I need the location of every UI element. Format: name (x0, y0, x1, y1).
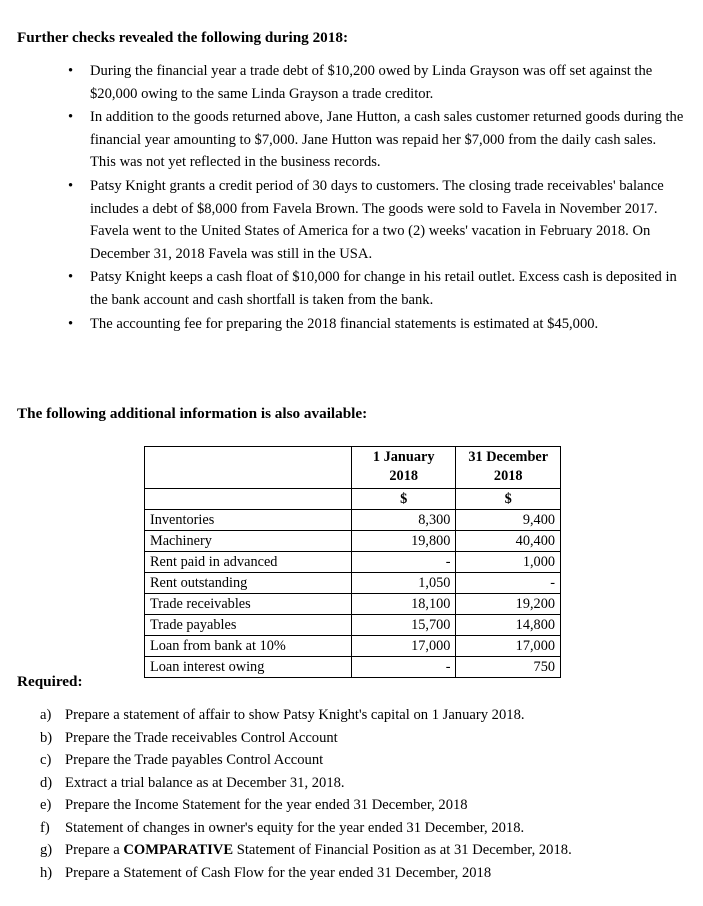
table-row (145, 573, 561, 594)
currency-symbol-december: $ (456, 489, 561, 510)
row-value-january: - (351, 657, 456, 678)
required-list (0, 704, 703, 884)
list-item-marker: f) (40, 819, 50, 836)
row-value-december: 9,400 (456, 510, 561, 531)
row-label: Trade payables (145, 615, 352, 636)
table-row (145, 552, 561, 573)
additional-information-heading: The following additional information is also available: (17, 405, 368, 422)
row-value-january: 1,050 (351, 573, 456, 594)
row-label: Trade receivables (145, 594, 352, 615)
column-header-january: 1 January 2018 (351, 447, 456, 489)
list-item (0, 772, 703, 795)
list-item (0, 794, 703, 817)
list-item-marker: a) (40, 707, 52, 723)
list-item (0, 862, 703, 885)
table-row (145, 510, 561, 531)
table-row (145, 594, 561, 615)
bullet-icon: • (68, 177, 74, 194)
list-item-text: Statement of changes in owner's equity for the year ended 31 December, 2018. (65, 819, 525, 836)
row-value-december: 750 (456, 657, 561, 678)
additional-information-table (144, 446, 561, 678)
list-item-text-before: Prepare a (65, 842, 124, 858)
further-checks-bullet-list (0, 60, 703, 336)
row-label: Loan from bank at 10% (145, 636, 352, 657)
row-value-january: 8,300 (351, 510, 456, 531)
row-value-december: 1,000 (456, 552, 561, 573)
list-item-text: Patsy Knight keeps a cash float of $10,000 for change in his retail outlet. Excess cash is deposited in the bank account and cash shortfall is taken from the bank. (90, 269, 677, 308)
list-item-text: Prepare the Trade payables Control Account (65, 752, 324, 768)
bullet-icon: • (68, 269, 74, 286)
table-row (145, 615, 561, 636)
row-label: Inventories (145, 510, 352, 531)
row-value-december: 14,800 (456, 615, 561, 636)
row-value-december: 19,200 (456, 594, 561, 615)
list-item (0, 817, 703, 840)
list-item (0, 106, 703, 174)
row-label: Machinery (145, 531, 352, 552)
row-value-december: - (456, 573, 561, 594)
list-item (0, 704, 703, 727)
table-currency-row (145, 489, 561, 510)
table-row (145, 657, 561, 678)
list-item-marker: d) (40, 774, 53, 791)
required-heading: Required: (17, 673, 83, 690)
list-item-emphasis: COMPARATIVE (123, 842, 234, 858)
list-item-text: Prepare a statement of affair to show Patsy Knight's capital on 1 January 2018. (65, 707, 525, 723)
row-label: Loan interest owing (145, 657, 352, 678)
list-item-marker: e) (40, 797, 52, 813)
list-item (0, 839, 703, 862)
row-value-january: 15,700 (351, 615, 456, 636)
table-corner-header (145, 447, 352, 489)
row-value-december: 40,400 (456, 531, 561, 552)
row-label: Rent paid in advanced (145, 552, 352, 573)
list-item (0, 749, 703, 772)
bullet-icon: • (68, 315, 74, 332)
list-item (0, 727, 703, 750)
list-item-text: Prepare a Statement of Cash Flow for the year ended 31 December, 2018 (65, 864, 492, 881)
list-item-marker: h) (40, 864, 53, 881)
bullet-icon: • (68, 63, 74, 79)
list-item (0, 175, 703, 265)
table-row (145, 636, 561, 657)
list-item-text: During the financial year a trade debt of $10,200 owed by Linda Grayson was off set against the $20,000 owing to the same Linda Grayson a trade creditor. (90, 63, 653, 102)
list-item (0, 60, 703, 105)
row-value-january: - (351, 552, 456, 573)
row-value-january: 19,800 (351, 531, 456, 552)
list-item (0, 313, 703, 336)
list-item-text: Prepare the Trade receivables Control Account (65, 729, 338, 746)
row-value-january: 17,000 (351, 636, 456, 657)
currency-symbol-january: $ (351, 489, 456, 510)
list-item-marker: g) (40, 842, 53, 858)
table-header-row (145, 447, 561, 489)
list-item-marker: b) (40, 729, 53, 746)
list-item-text: Prepare the Income Statement for the year ended 31 December, 2018 (65, 797, 468, 813)
list-item-text: Extract a trial balance as at December 31, 2018. (65, 774, 345, 791)
list-item-marker: c) (40, 752, 52, 768)
bullet-icon: • (68, 109, 74, 126)
list-item-text-after: Statement of Financial Position as at 31 December, 2018. (233, 842, 572, 858)
table-row (145, 531, 561, 552)
row-value-january: 18,100 (351, 594, 456, 615)
row-value-december: 17,000 (456, 636, 561, 657)
list-item-text: Patsy Knight grants a credit period of 30 days to customers. The closing trade receivables' balance includes a debt of $8,000 from Favela Brown. The goods were sold to Favela in November 2017. Favela went to the United States of America for a two (2) weeks' vacation in February 2018. On December 31, 2018 Favela was still in the USA. (90, 177, 664, 262)
column-header-december: 31 December 2018 (456, 447, 561, 489)
further-checks-heading: Further checks revealed the following during 2018: (17, 29, 349, 46)
list-item-text: The accounting fee for preparing the 2018 financial statements is estimated at $45,000. (90, 315, 599, 332)
list-item-text: In addition to the goods returned above, Jane Hutton, a cash sales customer returned goods during the financial year amounting to $7,000. Jane Hutton was repaid her $7,000 from the daily cash sales. This was not yet reflected in the business records. (90, 109, 684, 171)
row-label: Rent outstanding (145, 573, 352, 594)
list-item (0, 266, 703, 311)
currency-row-blank (145, 489, 352, 510)
